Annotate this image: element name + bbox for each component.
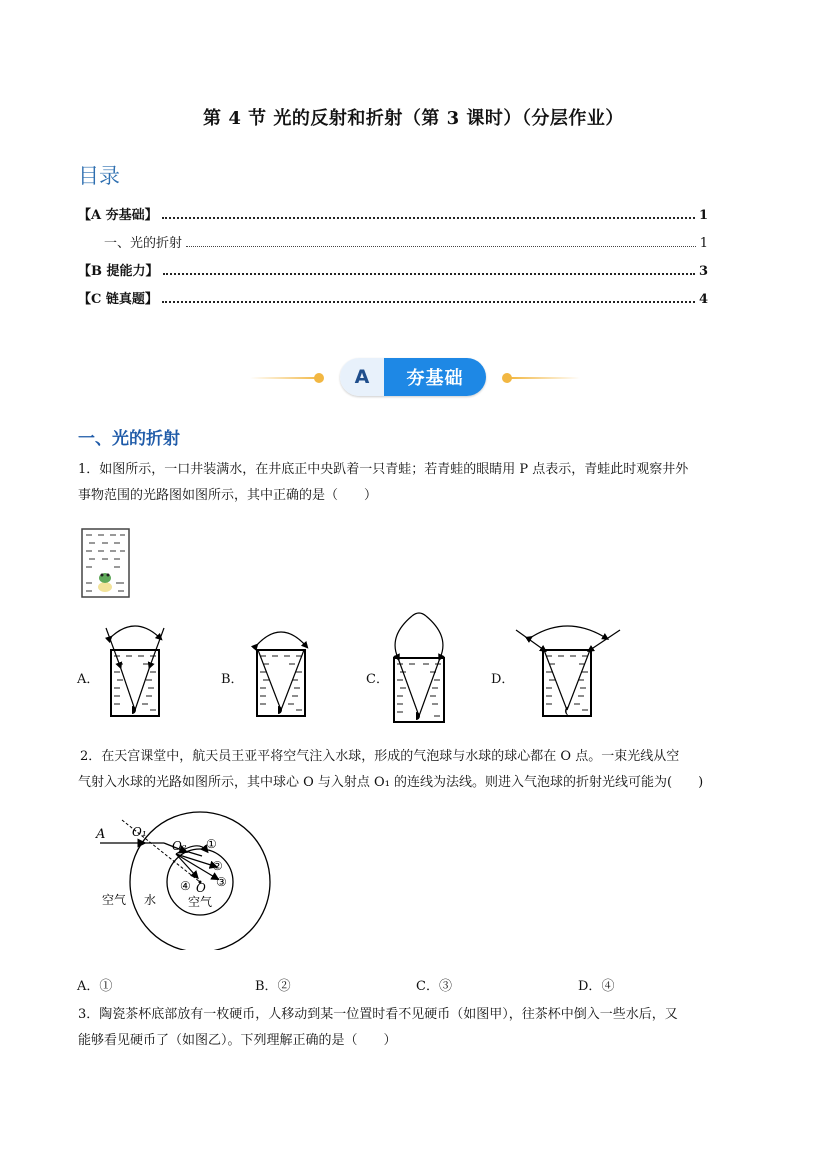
- banner-dot-left: [314, 373, 324, 383]
- option-c-label[interactable]: C．: [366, 672, 389, 687]
- label-ray-4: ④: [180, 879, 191, 893]
- toc-item-page: 3: [698, 264, 708, 279]
- toc-leader: [162, 300, 695, 303]
- option-a-figure[interactable]: [98, 620, 170, 720]
- option-value: ①: [99, 979, 113, 994]
- label-o2: O₂: [172, 839, 187, 853]
- toc-item-label: 【C 链真题】: [78, 292, 158, 307]
- question-3-line-1: 3．陶瓷茶杯底部放有一枚硬币，人移动到某一位置时看不见硬币（如图甲），往茶杯中倒入一些水后，又: [78, 1007, 678, 1022]
- option-d-label[interactable]: D．: [491, 672, 515, 687]
- option-c-figure[interactable]: [386, 612, 458, 724]
- option-c-choice[interactable]: [416, 975, 452, 994]
- label-a: A: [96, 827, 106, 842]
- toc-leader: [162, 216, 695, 219]
- toc-item-a[interactable]: [78, 203, 708, 223]
- toc-item-refraction[interactable]: [104, 231, 708, 251]
- label-ray-1: ①: [206, 837, 217, 851]
- label-air-inside: 空气: [188, 895, 213, 909]
- option-letter: B．: [255, 979, 278, 994]
- label-ray-2: ②: [212, 859, 223, 873]
- option-d-choice[interactable]: [578, 975, 614, 994]
- toc-leader: [163, 272, 695, 275]
- toc-item-page: 1: [698, 208, 708, 223]
- section-heading: 一、光的折射: [78, 429, 180, 449]
- question-2-line-2: 气射入水球的光路如图所示，其中球心 O 与入射点 O₁ 的连线为法线。则进入气泡球的折射光线可能为( ): [78, 775, 704, 790]
- option-b-choice[interactable]: [255, 975, 291, 994]
- toc-item-page: 1: [699, 236, 708, 251]
- banner-line-left: [250, 377, 320, 379]
- option-b-figure[interactable]: [244, 620, 316, 720]
- option-value: ③: [438, 979, 452, 994]
- toc-item-label: 【A 夯基础】: [78, 208, 158, 223]
- option-letter: A．: [77, 979, 100, 994]
- toc-item-b[interactable]: [78, 259, 708, 279]
- question-1-line-2: 事物范围的光路图如图所示，其中正确的是（ ）: [78, 488, 378, 503]
- label-o1: O₁: [132, 825, 147, 839]
- question-2-line-1: 2．在天宫课堂中，航天员王亚平将空气注入水球，形成的气泡球与水球的球心都在 O 点。一束光线从空: [80, 749, 680, 764]
- section-banner: [240, 356, 590, 400]
- toc-item-label: 【B 提能力】: [78, 264, 159, 279]
- banner-text: 夯基础: [384, 358, 486, 396]
- sphere-figure: [92, 810, 282, 950]
- label-center-o: O: [196, 881, 206, 895]
- option-value: ②: [277, 979, 291, 994]
- toc-heading: 目录: [78, 164, 120, 188]
- toc-item-page: 4: [698, 292, 708, 307]
- option-a-choice[interactable]: [77, 975, 112, 994]
- label-water: 水: [144, 893, 157, 907]
- toc-item-label: 一、光的折射: [104, 236, 183, 251]
- toc-item-c[interactable]: [78, 287, 708, 307]
- option-b-label[interactable]: B．: [221, 672, 244, 687]
- option-letter: C．: [416, 979, 439, 994]
- banner-line-right: [510, 377, 580, 379]
- well-figure: [80, 527, 132, 599]
- banner-letter: A: [340, 358, 384, 396]
- question-1-line-1: 1．如图所示，一口井装满水，在井底正中央趴着一只青蛙；若青蛙的眼睛用 P 点表示，青蛙此时观察井外: [78, 462, 689, 477]
- toc-leader: [186, 245, 696, 247]
- page-title: 第 4 节 光的反射和折射（第 3 课时）（分层作业）: [203, 108, 624, 129]
- option-a-label[interactable]: A．: [77, 672, 100, 687]
- label-air-outside: 空气: [102, 893, 127, 907]
- option-d-figure[interactable]: [510, 620, 626, 720]
- option-letter: D．: [578, 979, 602, 994]
- label-ray-3: ③: [216, 875, 227, 889]
- option-value: ④: [601, 979, 615, 994]
- banner-pill: [340, 358, 486, 396]
- question-3-line-2: 能够看见硬币了（如图乙）。下列理解正确的是（ ）: [78, 1033, 397, 1048]
